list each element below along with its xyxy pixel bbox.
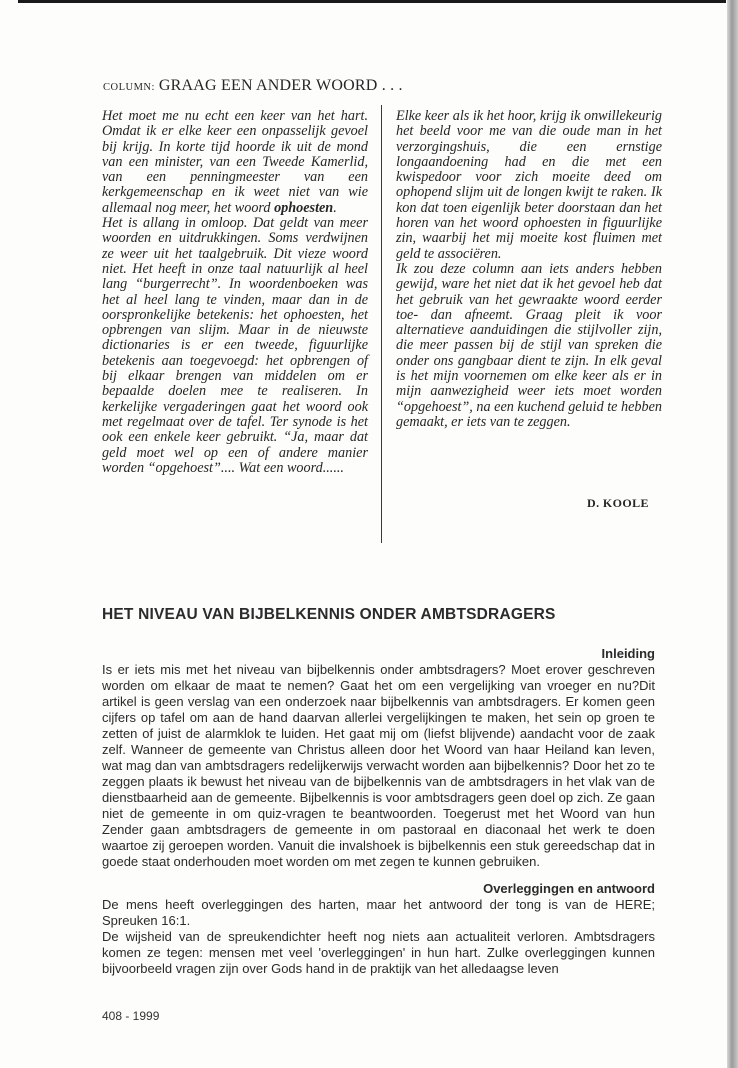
column-left-paragraph-2: Het is allang in omloop. Dat geldt van meer woorden en uitdrukkingen. Soms verdwijnen ze weer uit het taalgebruik. Dit vieze woord niet. Het heeft in onze taal natuurlijk al heel lang “burgerrecht”. In woordenboeken was het al heel lang te vinden, maar dan in de oorspronkelijke betekenis: het ophoesten, het opbrengen van slijm. Maar in de nieuwste dictionaries is er een tweede, figuurlijke betekenis aan toegevoegd: het opbrengen of bij elkaar brengen van middelen om er bepaalde doelen mee te realiseren. In kerkelijke vergaderingen gaat het woord ook met regelmaat over de tafel. Ter synode is het ook een enkele keer gebruikt. “Ja, maar dat geld moet wel op een of andere manier worden “opgehoest”.... Wat een woord......: [102, 215, 368, 476]
column-left-text: [102, 109, 368, 476]
section-gap: [102, 870, 655, 881]
section-overleggingen-text: De wijsheid van de spreukendichter heeft nog niets aan actualiteit verloren. Ambtsdragers komen ze tegen: mensen met veel 'overleggingen' in hun hart. Zulke overleggingen kunnen bijvoorbeeld vragen zijn over Gods hand in de praktijk van het alledaagse leven: [102, 929, 655, 976]
column-right-text: [396, 109, 662, 430]
column-header: [103, 77, 403, 95]
column-right-paragraph-1: Elke keer als ik het hoor, krijg ik onwillekeurig het beeld voor me van die oude man in het verzorgingshuis, die een ernstige longaandoening had en die met een kwispedoor voor zich moeite deed om ophopend slijm uit de longen kwijt te raken. Ik kon dat toen eigenlijk beter doorstaan dan het horen van het woord ophoesten in figuurlijke zin, waarbij het mij moeite kost fluimen met geld te associëren.: [396, 108, 662, 262]
column-right-paragraph-2: Ik zou deze column aan iets anders hebben gewijd, ware het niet dat ik het gevoel heb dat het gebruik van het gewraakte woord eerder toe- dan afneemt. Graag pleit ik voor alternatieve aanduidingen die stijlvoller zijn, die meer passen bij de stijl van spreken die onder ons gangbaar dient te zijn. In elk geval is het mijn voornemen om elke keer als er in mijn aanwezigheid weer iets moet worden “opgehoest”, na een kuchend geluid te hebben gemaakt, er iets van te zeggen.: [396, 260, 662, 430]
section-inleiding-text: Is er iets mis met het niveau van bijbelkennis onder ambtsdragers? Moet erover geschreven worden om elkaar de maat te nemen? Gaat het om een vergelijking van vroeger en nu?Dit artikel is geen verslag van een onderzoek naar bijbelkennis van ambtsdragers. Er komen geen cijfers op tafel om aan de hand daarvan allerlei vergelijkingen te maken, het sein op groen te zetten of juist de alarmklok te luiden. Het gaat mij om (liefst blijvende) aandacht voor de zaak zelf. Wanneer de gemeente van Christus alleen door het Woord van haar Heiland kan leven, wat mag dan van ambtsdragers redelijkerwijs verwacht worden aan bijbelkennis? Door het zo te zeggen plaats ik bewust het niveau van de bijbelkennis van de ambtsdragers in het vlak van de dienstbaarheid aan de gemeente. Bijbelkennis is voor ambtsdragers geen doel op zich. Ze gaan niet de gemeente in om quiz-vragen te beantwoorden. Toegerust met het Woord van hun Zender gaan ambtsdragers de gemeente in om pastoraal en diaconaal het werk te doen waartoe zij geroepen worden. Vanuit die invalshoek is bijbelkennis een stuk gereedschap dat in goede staat onderhouden moet worden om met zegen te kunnen gebruiken.: [102, 662, 655, 869]
page-top-edge: [18, 0, 726, 3]
article: [102, 606, 655, 977]
column-divider: [381, 105, 382, 543]
column-title: GRAAG EEN ANDER WOORD . . .: [158, 77, 403, 94]
section-heading-overleggingen: Overleggingen en antwoord: [483, 881, 655, 896]
column-author: D. KOOLE: [587, 496, 649, 510]
section-heading-inleiding: Inleiding: [601, 646, 655, 661]
column-label: COLUMN:: [103, 82, 155, 93]
page-right-edge: [727, 0, 738, 1068]
keyword-ophoesten: ophoesten: [274, 199, 334, 216]
article-title: HET NIVEAU VAN BIJBELKENNIS ONDER AMBTSDRAGERS: [102, 606, 556, 623]
column-left-paragraph-1: Het moet me nu echt een keer van het hart. Omdat ik er elke keer een onpasselijk gevoel bij krijg. In korte tijd hoorde ik uit de mond van een minister, van een Tweede Kamerlid, van een penningmeester van een kerkgemeenschap en ik weet niet van wie allemaal nog meer, het woord ophoesten.: [102, 108, 368, 216]
section-overleggingen-quote: De mens heeft overleggingen des harten, maar het antwoord der tong is van de HERE; Spreuken 16:1.: [102, 897, 655, 928]
page-number: 408 - 1999: [102, 1009, 160, 1023]
